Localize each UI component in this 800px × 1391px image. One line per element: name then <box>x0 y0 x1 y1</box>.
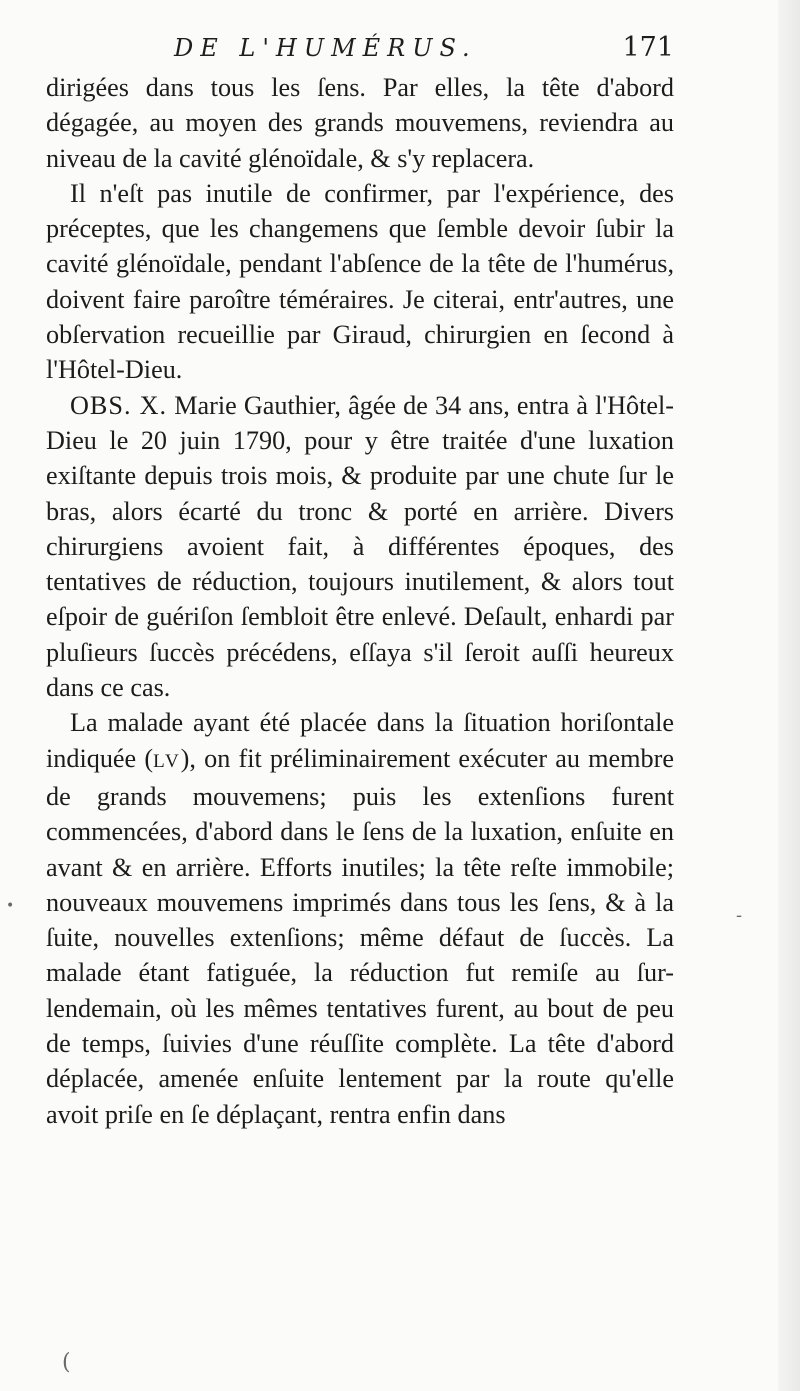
paragraph-text: La malade ayant été placée dans la ſituation horiſontale indiquée ( <box>46 708 674 773</box>
paragraph-text: Il n'eſt pas inutile de confirmer, par l'expérience, des préceptes, que les changemens que ſemble devoir ſubir la cavité glénoïdale, pendant l'abſence de la tête de l'humérus, doivent faire paroître téméraires. Je citerai, entr'autres, une obſervation recueillie par Giraud, chirurgien en ſecond à l'Hôtel-Dieu. <box>46 178 674 385</box>
page-edge-shadow <box>778 0 800 1391</box>
observation-label: OBS. X. <box>70 390 168 420</box>
body-text <box>46 70 674 1132</box>
paragraph-text: dirigées dans tous les ſens. Par elles, la tête d'abord dégagée, au moyen des grands mouvemens, reviendra au niveau de la cavité glénoïdale, & s'y replacera. <box>46 73 674 173</box>
page-number: 171 <box>622 32 674 63</box>
paragraph-precepts <box>46 176 674 388</box>
ink-speck: - <box>736 905 743 926</box>
ink-speck: ( <box>62 1350 71 1375</box>
running-title: DE L'HUMÉRUS. <box>174 34 477 62</box>
page-header <box>48 30 674 66</box>
reference-numeral: LV <box>153 750 181 772</box>
paragraph-reduction <box>46 705 674 1132</box>
ink-speck: • <box>6 898 15 914</box>
paragraph-text: ), on fit préliminairement exécuter au membre de grands mouvemens; puis les extenſions furent commencées, d'abord dans le ſens de la luxation, enſuite en avant & en arrière. Efforts inutiles; la tête reſte immobile; nouveaux mouvemens imprimés dans tous les ſens, & à la ſuite, nouvelles extenſions; même défaut de ſuccès. La malade étant fatiguée, la réduction fut remiſe au ſur-lendemain, où les mêmes tentatives furent, au bout de peu de temps, ſuivies d'une réuſſite complète. La tête d'abord déplacée, amenée enſuite lentement par la route qu'elle avoit priſe en ſe déplaçant, rentra enfin dans <box>46 743 674 1129</box>
paragraph-continuation <box>46 70 674 176</box>
paragraph-observation <box>46 388 674 706</box>
paragraph-text: Marie Gauthier, âgée de 34 ans, entra à l'Hôtel-Dieu le 20 juin 1790, pour y être traitée d'une luxation exiſtante depuis trois mois, & produite par une chute ſur le bras, alors écarté du tronc & porté en arrière. Divers chirurgiens avoient fait, à différentes époques, des tentatives de réduction, toujours inutilement, & alors tout eſpoir de guériſon ſembloit être enlevé. Deſault, enhardi par pluſieurs ſuccès précédens, eſſaya s'il ſeroit auſſi heureux dans ce cas. <box>46 390 674 703</box>
